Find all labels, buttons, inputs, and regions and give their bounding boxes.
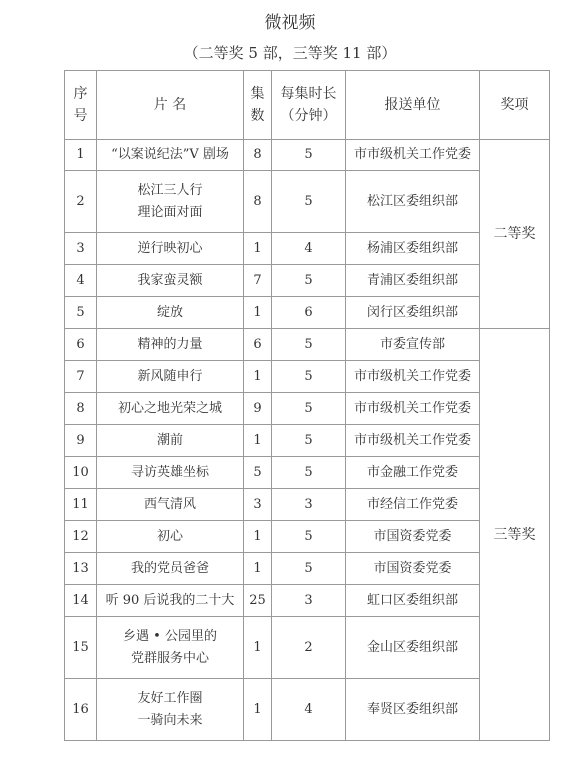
cell-seq: 12 bbox=[65, 521, 97, 553]
cell-duration: 5 bbox=[272, 393, 346, 425]
table-row bbox=[65, 233, 550, 265]
title-line: 西气清风 bbox=[143, 496, 196, 512]
cell-duration: 5 bbox=[272, 171, 346, 233]
cell-duration: 5 bbox=[272, 361, 346, 393]
table-row bbox=[65, 521, 550, 553]
table-row bbox=[65, 457, 550, 489]
cell-seq: 4 bbox=[65, 265, 97, 297]
cell-title bbox=[97, 361, 244, 393]
cell-episodes: 1 bbox=[244, 425, 272, 457]
cell-episodes: 1 bbox=[244, 361, 272, 393]
table-row bbox=[65, 617, 550, 679]
header-episodes: 集 数 bbox=[244, 71, 272, 140]
table-row bbox=[65, 585, 550, 617]
cell-title bbox=[97, 140, 244, 171]
cell-duration: 5 bbox=[272, 457, 346, 489]
cell-title bbox=[97, 585, 244, 617]
table-row bbox=[65, 361, 550, 393]
title-line: 友好工作圈 bbox=[137, 690, 203, 706]
cell-title bbox=[97, 425, 244, 457]
cell-seq: 7 bbox=[65, 361, 97, 393]
table-row bbox=[65, 425, 550, 457]
header-duration: 每集时长 （分钟） bbox=[272, 71, 346, 140]
cell-title bbox=[97, 457, 244, 489]
cell-seq: 6 bbox=[65, 329, 97, 361]
cell-duration: 6 bbox=[272, 297, 346, 329]
table-row bbox=[65, 140, 550, 171]
cell-unit: 市国资委党委 bbox=[346, 521, 480, 553]
title-line: 松江三人行 bbox=[137, 182, 203, 198]
award-second-prize: 二等奖 bbox=[480, 140, 550, 329]
cell-title bbox=[97, 553, 244, 585]
title-line: 党群服务中心 bbox=[130, 650, 209, 666]
cell-seq: 9 bbox=[65, 425, 97, 457]
cell-duration: 5 bbox=[272, 425, 346, 457]
title-line: 初心之地光荣之城 bbox=[117, 400, 222, 416]
title-line: 我的党员爸爸 bbox=[130, 560, 209, 576]
cell-duration: 5 bbox=[272, 329, 346, 361]
cell-title bbox=[97, 393, 244, 425]
cell-title bbox=[97, 329, 244, 361]
cell-seq: 10 bbox=[65, 457, 97, 489]
cell-seq: 16 bbox=[65, 679, 97, 741]
cell-seq: 14 bbox=[65, 585, 97, 617]
header-award: 奖项 bbox=[480, 71, 550, 140]
cell-title bbox=[97, 265, 244, 297]
cell-unit: 市市级机关工作党委 bbox=[346, 140, 480, 171]
cell-title bbox=[97, 171, 244, 233]
cell-episodes: 1 bbox=[244, 617, 272, 679]
cell-seq: 8 bbox=[65, 393, 97, 425]
cell-title bbox=[97, 297, 244, 329]
header-unit: 报送单位 bbox=[346, 71, 480, 140]
cell-episodes: 9 bbox=[244, 393, 272, 425]
cell-duration: 4 bbox=[272, 679, 346, 741]
cell-duration: 5 bbox=[272, 553, 346, 585]
cell-title bbox=[97, 679, 244, 741]
cell-title bbox=[97, 489, 244, 521]
cell-episodes: 8 bbox=[244, 171, 272, 233]
cell-episodes: 8 bbox=[244, 140, 272, 171]
cell-seq: 3 bbox=[65, 233, 97, 265]
cell-episodes: 25 bbox=[244, 585, 272, 617]
cell-seq: 5 bbox=[65, 297, 97, 329]
cell-duration: 5 bbox=[272, 140, 346, 171]
title-line: 一骑向未来 bbox=[137, 712, 203, 728]
cell-unit: 市委宣传部 bbox=[346, 329, 480, 361]
page-subtitle: （二等奖 5 部，三等奖 11 部） bbox=[183, 44, 397, 62]
cell-seq: 1 bbox=[65, 140, 97, 171]
cell-episodes: 1 bbox=[244, 297, 272, 329]
cell-episodes: 1 bbox=[244, 553, 272, 585]
cell-episodes: 6 bbox=[244, 329, 272, 361]
title-line: 绽放 bbox=[156, 304, 183, 320]
cell-unit: 市经信工作党委 bbox=[346, 489, 480, 521]
cell-unit: 市市级机关工作党委 bbox=[346, 425, 480, 457]
cell-episodes: 3 bbox=[244, 489, 272, 521]
cell-unit: 奉贤区委组织部 bbox=[346, 679, 480, 741]
cell-episodes: 7 bbox=[244, 265, 272, 297]
cell-duration: 4 bbox=[272, 233, 346, 265]
cell-duration: 5 bbox=[272, 265, 346, 297]
cell-episodes: 1 bbox=[244, 233, 272, 265]
cell-unit: 松江区委组织部 bbox=[346, 171, 480, 233]
page-title: 微视频 bbox=[264, 13, 316, 33]
cell-duration: 2 bbox=[272, 617, 346, 679]
table-row bbox=[65, 265, 550, 297]
title-line: 我家蛮灵额 bbox=[137, 272, 203, 288]
cell-seq: 11 bbox=[65, 489, 97, 521]
cell-unit: 市国资委党委 bbox=[346, 553, 480, 585]
header-name: 片 名 bbox=[97, 71, 244, 140]
table-row bbox=[65, 393, 550, 425]
cell-title bbox=[97, 233, 244, 265]
title-line: 潮前 bbox=[156, 432, 183, 448]
title-line: 乡遇 • 公园里的 bbox=[123, 628, 217, 644]
cell-unit: 虹口区委组织部 bbox=[346, 585, 480, 617]
cell-unit: 市市级机关工作党委 bbox=[346, 361, 480, 393]
title-line: 逆行映初心 bbox=[137, 240, 203, 256]
title-line: 理论面对面 bbox=[137, 204, 203, 220]
cell-title bbox=[97, 521, 244, 553]
cell-duration: 3 bbox=[272, 585, 346, 617]
table-row bbox=[65, 329, 550, 361]
title-line: “以案说纪法”V 剧场 bbox=[111, 147, 229, 162]
title-line: 初心 bbox=[156, 528, 183, 544]
cell-duration: 5 bbox=[272, 521, 346, 553]
cell-seq: 2 bbox=[65, 171, 97, 233]
award-third-prize: 三等奖 bbox=[480, 329, 550, 741]
title-line: 精神的力量 bbox=[137, 336, 203, 352]
table-row bbox=[65, 679, 550, 741]
cell-seq: 15 bbox=[65, 617, 97, 679]
table-row bbox=[65, 297, 550, 329]
cell-episodes: 1 bbox=[244, 679, 272, 741]
table-header-row bbox=[65, 71, 550, 140]
header-seq: 序 号 bbox=[65, 71, 97, 140]
title-line: 新风随申行 bbox=[137, 368, 203, 384]
cell-title bbox=[97, 617, 244, 679]
cell-unit: 市金融工作党委 bbox=[346, 457, 480, 489]
cell-duration: 3 bbox=[272, 489, 346, 521]
cell-episodes: 5 bbox=[244, 457, 272, 489]
table-body bbox=[65, 140, 550, 741]
table-row bbox=[65, 171, 550, 233]
cell-unit: 青浦区委组织部 bbox=[346, 265, 480, 297]
cell-unit: 市市级机关工作党委 bbox=[346, 393, 480, 425]
cell-seq: 13 bbox=[65, 553, 97, 585]
cell-unit: 闵行区委组织部 bbox=[346, 297, 480, 329]
awards-table bbox=[64, 70, 550, 741]
title-line: 寻访英雄坐标 bbox=[130, 464, 209, 480]
cell-unit: 杨浦区委组织部 bbox=[346, 233, 480, 265]
table-row bbox=[65, 489, 550, 521]
cell-unit: 金山区委组织部 bbox=[346, 617, 480, 679]
title-line: 听 90 后说我的二十大 bbox=[105, 592, 235, 608]
cell-episodes: 1 bbox=[244, 521, 272, 553]
table-row bbox=[65, 553, 550, 585]
